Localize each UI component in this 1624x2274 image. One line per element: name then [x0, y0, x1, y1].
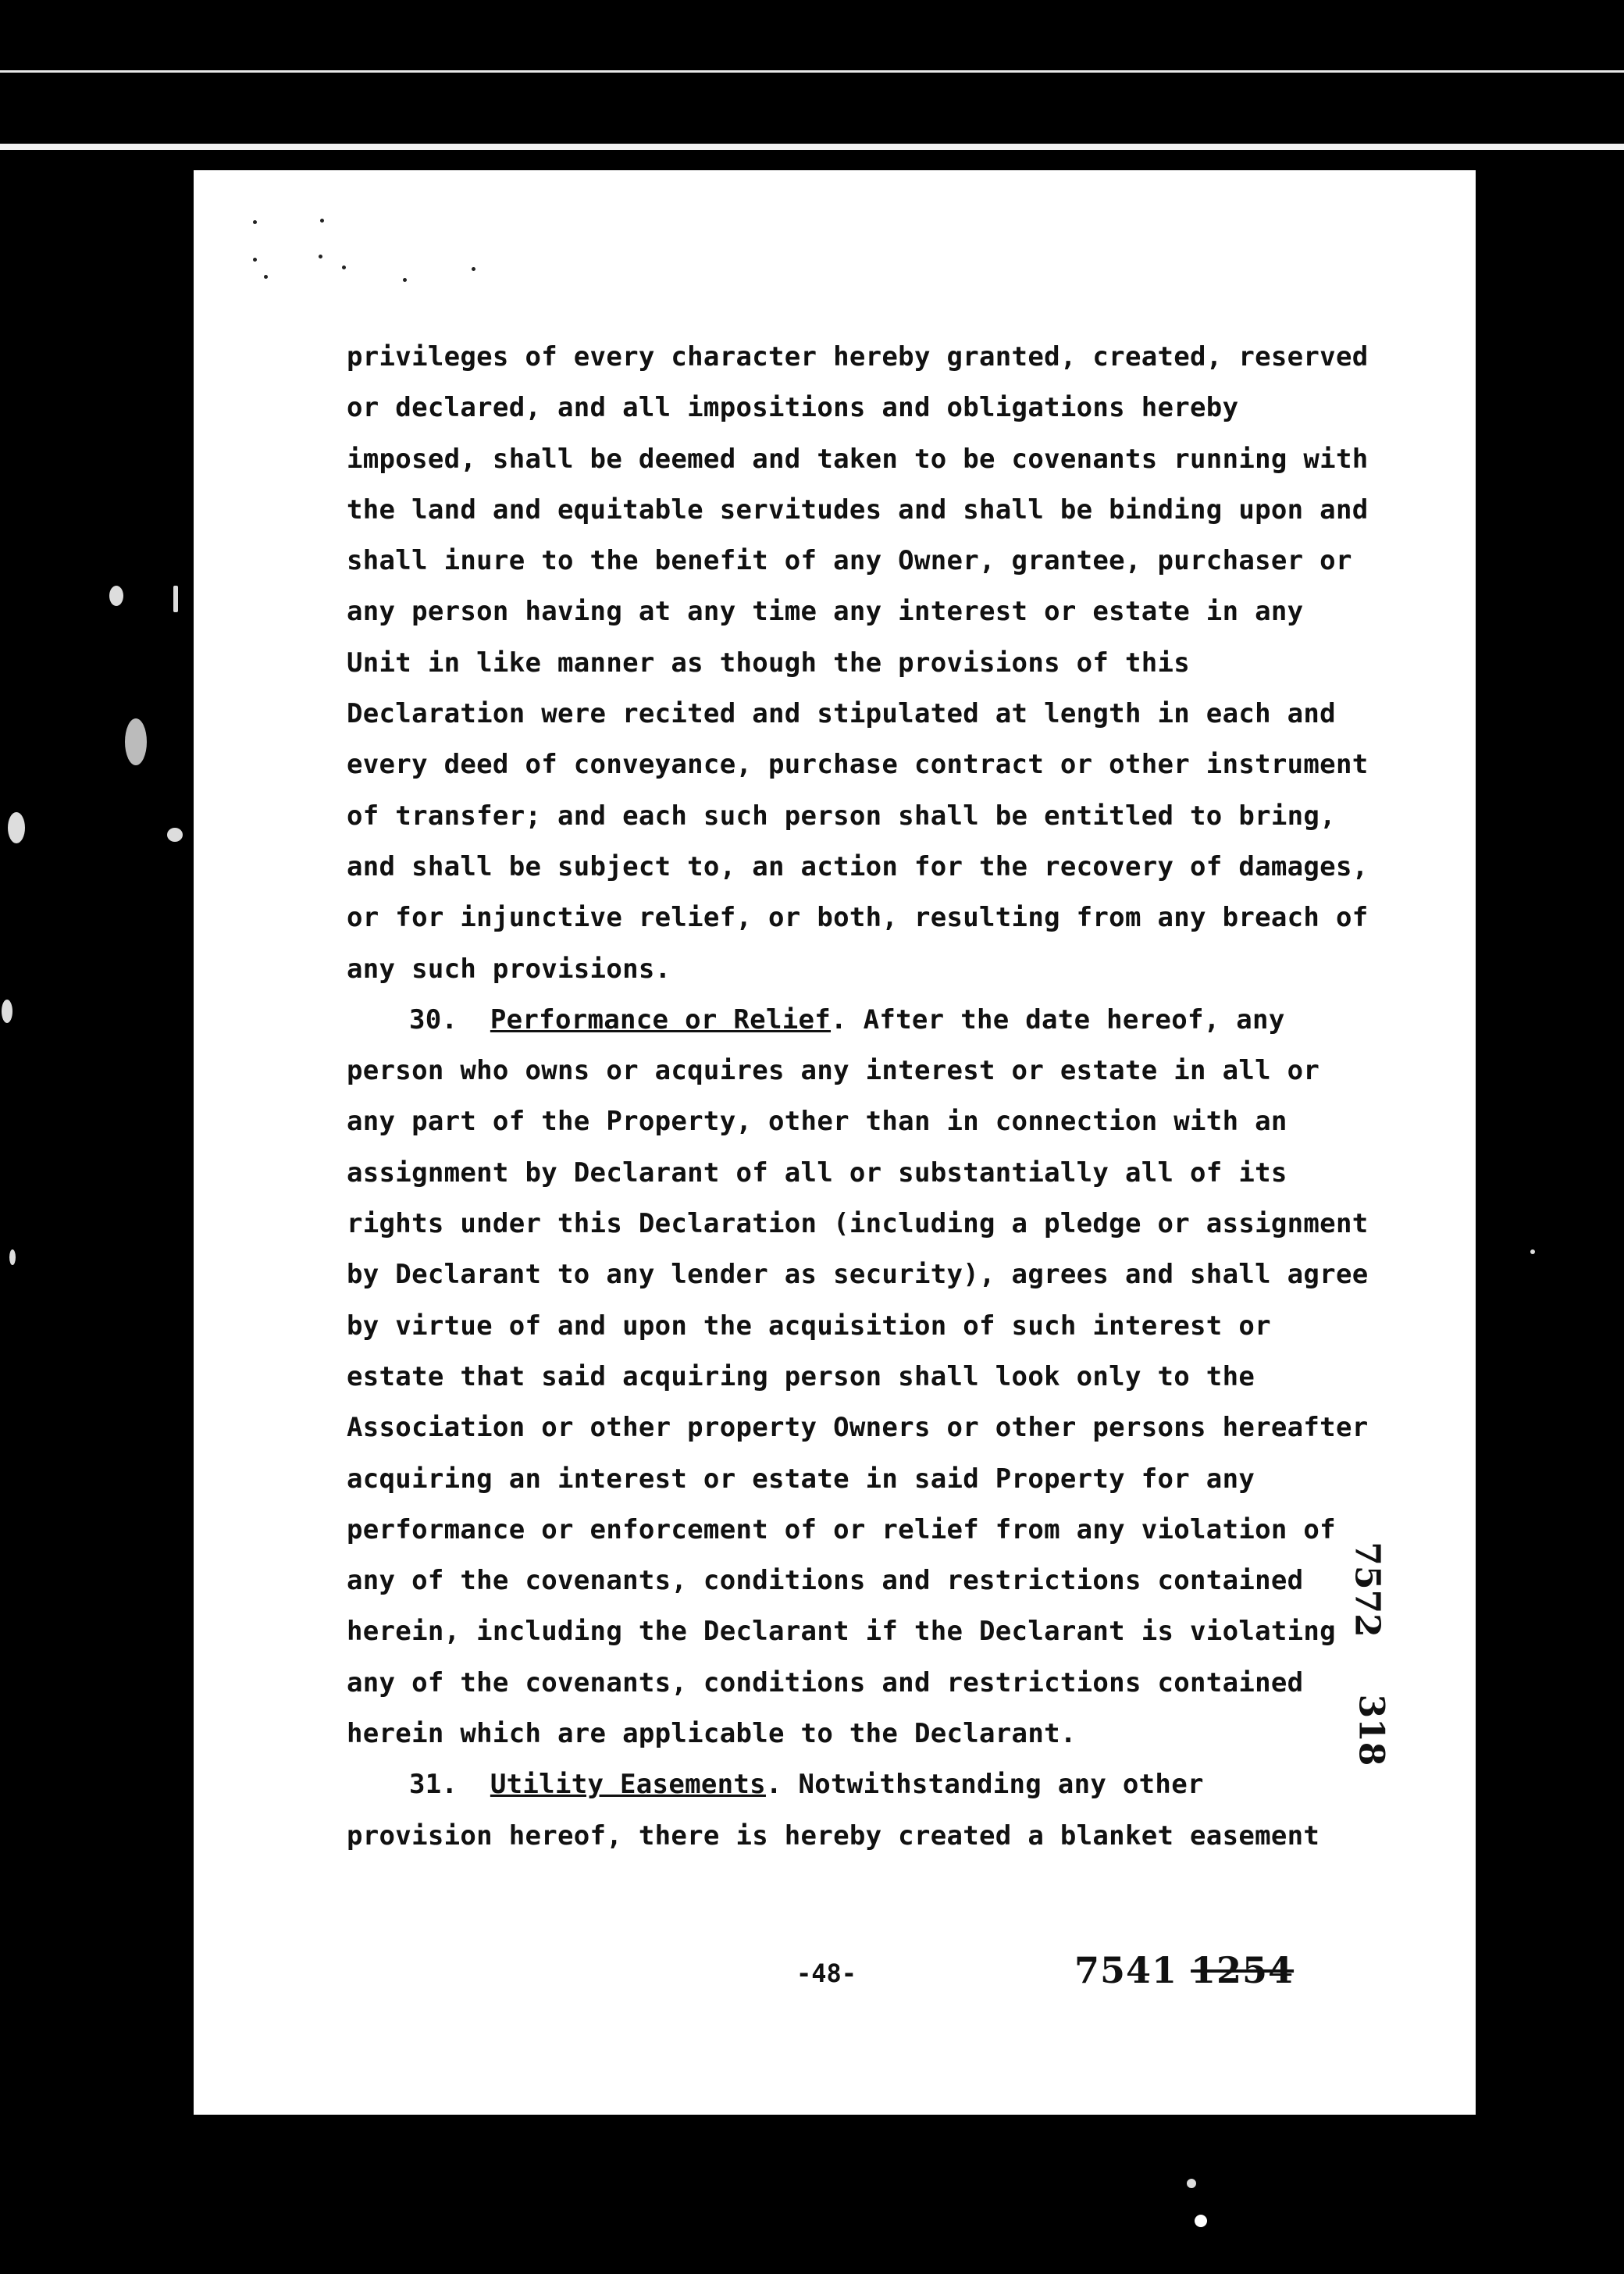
text-line: or declared, and all impositions and obligations hereby [347, 392, 1239, 424]
text-line: by Declarant to any lender as security), agrees and shall agree [347, 1259, 1369, 1291]
text-line: of transfer; and each such person shall be entitled to bring, [347, 800, 1336, 832]
text-line: any person having at any time any interest or estate in any [347, 596, 1304, 628]
side-stamp-page: 318 [1351, 1694, 1391, 1766]
text-line: estate that said acquiring person shall look only to the [347, 1360, 1255, 1392]
text-line: any part of the Property, other than in connection with an [347, 1106, 1287, 1138]
text-line: person who owns or acquires any interest or estate in all or [347, 1055, 1320, 1087]
section-30-number: 30. [409, 1003, 458, 1035]
text-line: any of the covenants, conditions and restrictions contained [347, 1666, 1304, 1698]
text-line: or for injunctive relief, or both, resulting from any breach of [347, 902, 1369, 934]
section-31-heading: Utility Easements [490, 1769, 766, 1801]
text-line: every deed of conveyance, purchase contract or other instrument [347, 749, 1369, 781]
scan-edge-top [0, 70, 1624, 73]
text-line: privileges of every character hereby granted, created, reserved [347, 341, 1369, 372]
scan-edge-second [0, 144, 1624, 150]
book-ref-page: 1254 [1191, 1949, 1295, 1991]
section-30-first-line-rest: . After the date hereof, any [831, 1003, 1285, 1035]
text-line: the land and equitable servitudes and shall be binding upon and [347, 494, 1369, 526]
text-line: herein which are applicable to the Declarant. [347, 1718, 1077, 1750]
section-30-heading: Performance or Relief [490, 1003, 832, 1035]
section-31-number: 31. [409, 1769, 458, 1801]
section-30-first-line [347, 995, 1330, 1046]
text-line: Unit in like manner as though the provisions of this [347, 647, 1191, 679]
side-stamp-book: 7572 [1347, 1542, 1387, 1638]
page-number: -48- [796, 1959, 857, 1988]
section-31-first-line [347, 1759, 1330, 1810]
text-line: acquiring an interest or estate in said Property for any [347, 1463, 1255, 1495]
book-ref-book: 7541 [1074, 1949, 1178, 1991]
text-line: provision hereof, there is hereby created a blanket easement [347, 1820, 1320, 1852]
text-line: performance or enforcement of or relief from any violation of [347, 1513, 1336, 1545]
text-line: by virtue of and upon the acquisition of such interest or [347, 1310, 1271, 1342]
text-line: imposed, shall be deemed and taken to be covenants running with [347, 443, 1369, 475]
text-line: any such provisions. [347, 953, 671, 985]
text-line: and shall be subject to, an action for the recovery of damages, [347, 850, 1369, 882]
book-reference [1074, 1949, 1294, 1991]
text-line: shall inure to the benefit of any Owner, grantee, purchaser or [347, 545, 1352, 577]
text-line: Declaration were recited and stipulated at length in each and [347, 698, 1336, 730]
text-line: assignment by Declarant of all or substantially all of its [347, 1157, 1287, 1189]
section-31-first-line-rest: . Notwithstanding any other [765, 1769, 1204, 1801]
text-line: Association or other property Owners or other persons hereafter [347, 1412, 1369, 1444]
text-line: rights under this Declaration (including a pledge or assignment [347, 1208, 1369, 1240]
text-line: any of the covenants, conditions and restrictions contained [347, 1565, 1304, 1597]
text-line: herein, including the Declarant if the Declarant is violating [347, 1616, 1336, 1648]
